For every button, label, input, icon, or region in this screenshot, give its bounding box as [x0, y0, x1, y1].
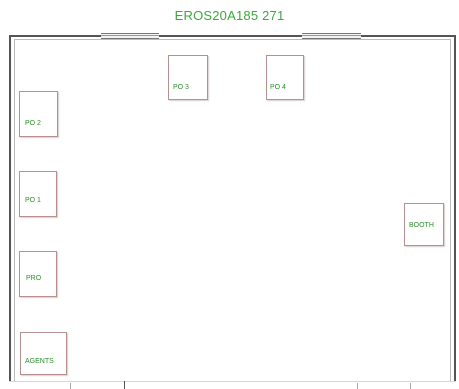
station-label: PO 4: [270, 84, 286, 91]
station-po3[interactable]: [168, 55, 208, 100]
station-label: PO 1: [25, 197, 41, 204]
station-label: PRO: [26, 275, 42, 282]
station-label: PO 3: [173, 84, 189, 91]
room-inner-wall-right: [450, 39, 451, 381]
station-po1[interactable]: [19, 171, 57, 217]
window-left: [101, 33, 159, 39]
room-inner-wall-left: [14, 39, 15, 381]
station-label: AGENTS: [25, 358, 54, 365]
station-po2[interactable]: [19, 91, 58, 137]
station-agents[interactable]: [20, 332, 67, 375]
wall-tick: [124, 381, 125, 389]
station-label: BOOTH: [409, 222, 434, 229]
wall-tick: [357, 383, 358, 389]
station-pro[interactable]: [19, 251, 57, 297]
floorplan-title: EROS20A185 271: [174, 8, 285, 23]
station-po4[interactable]: [266, 55, 304, 100]
window-right: [302, 33, 361, 39]
station-booth[interactable]: [404, 203, 444, 246]
room-bottom-edge: [9, 381, 456, 382]
station-label: PO 2: [25, 120, 41, 127]
room-outline: [9, 35, 456, 381]
wall-tick: [410, 383, 411, 389]
room-inner-wall-top: [14, 39, 450, 40]
wall-tick: [70, 383, 71, 389]
